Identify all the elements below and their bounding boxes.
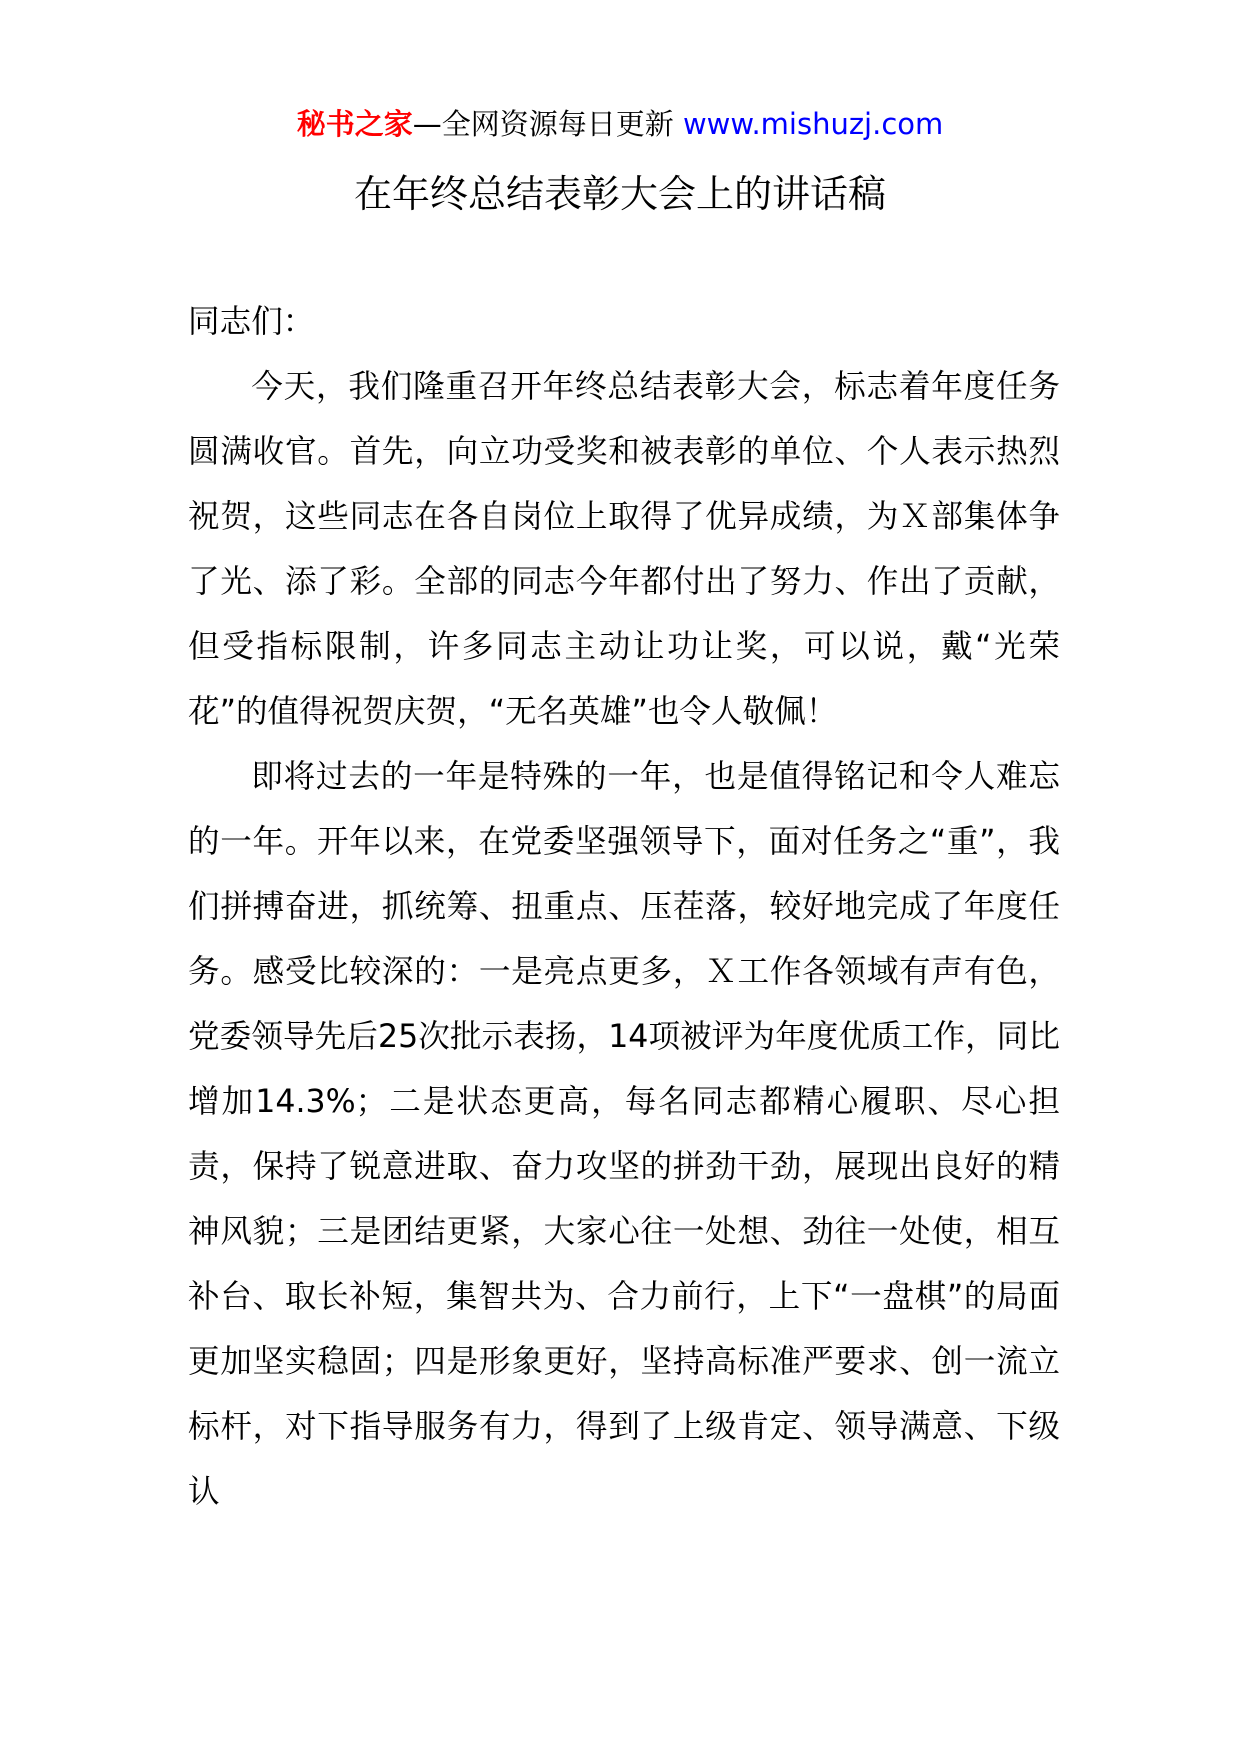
site-url-link[interactable]: www.mishuzj.com <box>682 107 944 141</box>
site-header <box>0 104 1240 144</box>
paragraph: 今天，我们隆重召开年终总结表彰大会，标志着年度任务圆满收官。首先，向立功受奖和被表彰的单位、个人表示热烈祝贺，这些同志在各自岗位上取得了优异成绩，为Ｘ部集体争了光、添了彩。全部的同志今年都付出了努力、作出了贡献，但受指标限制，许多同志主动让功让奖，可以说，戴“光荣花”的值得祝贺庆贺，“无名英雄”也令人敬佩！ <box>188 369 1060 730</box>
document-body <box>188 290 1060 1525</box>
salutation: 同志们： <box>188 304 315 340</box>
header-slogan: —全网资源每日更新 <box>412 107 683 141</box>
paragraph: 即将过去的一年是特殊的一年，也是值得铭记和令人难忘的一年。开年以来，在党委坚强领导下，面对任务之“重”，我们拼搏奋进，抓统筹、扭重点、压茬落，较好地完成了年度任务。感受比较深的：一是亮点更多，Ｘ工作各领域有声有色，党委领导先后25次批示表扬，14项被评为年度优质工作，同比增加14.3%；二是状态更高，每名同志都精心履职、尽心担责，保持了锐意进取、奋力攻坚的拼劲干劲，展现出良好的精神风貌；三是团结更紧，大家心往一处想、劲往一处使，相互补台、取长补短，集智共为、合力前行，上下“一盘棋”的局面更加坚实稳固；四是形象更好，坚持高标准严要求、创一流立标杆，对下指导服务有力，得到了上级肯定、领导满意、下级认 <box>188 759 1060 1510</box>
brand-name: 秘书之家 <box>296 107 413 141</box>
document-title: 在年终总结表彰大会上的讲话稿 <box>353 172 886 216</box>
